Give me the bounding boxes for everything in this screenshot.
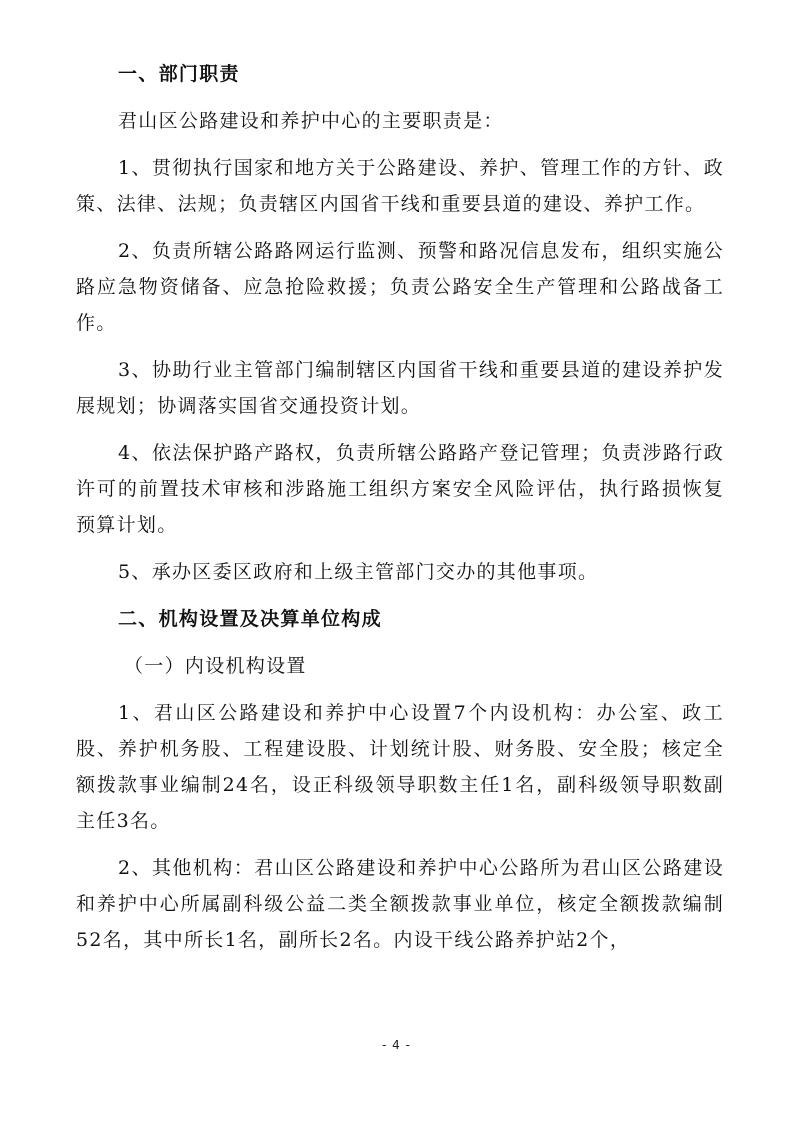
page-number: - 4 -	[382, 1038, 411, 1052]
duty-item-5: 5、承办区委区政府和上级主管部门交办的其他事项。	[118, 561, 599, 583]
document-body	[76, 56, 724, 969]
duty-item-1: 1、贯彻执行国家和地方关于公路建设、养护、管理工作的方针、政策、法律、法规；负责辖区内国省干线和重要县道的建设、养护工作。	[76, 157, 724, 215]
duty-item-3: 3、协助行业主管部门编制辖区内国省干线和重要县道的建设养护发展规划；协调落实国省交通投资计划。	[76, 359, 724, 417]
duties-intro: 君山区公路建设和养护中心的主要职责是：	[118, 110, 504, 132]
duty-item-4: 4、依法保护路产路权，负责所辖公路路产登记管理；负责涉路行政许可的前置技术审核和涉路施工组织方案安全风险评估，执行路损恢复预算计划。	[76, 442, 724, 536]
subsection-heading-internal: （一）内设机构设置	[124, 655, 307, 677]
duty-item-2: 2、负责所辖公路路网运行监测、预警和路况信息发布，组织实施公路应急物资储备、应急抢险救援；负责公路安全生产管理和公路战备工作。	[76, 240, 724, 334]
structure-paragraph-1: 1、君山区公路建设和养护中心设置7个内设机构：办公室、政工股、养护机务股、工程建设股、计划统计股、财务股、安全股；核定全额拨款事业编制24名，设正科级领导职数主任1名，副科级领导职数副主任3名。	[76, 702, 724, 832]
section-heading-structure: 二、机构设置及决算单位构成	[118, 608, 382, 630]
section-heading-duties: 一、部门职责	[118, 63, 240, 85]
structure-paragraph-2: 2、其他机构：君山区公路建设和养护中心公路所为君山区公路建设和养护中心所属副科级公益二类全额拨款事业单位，核定全额拨款编制52名，其中所长1名，副所长2名。内设干线公路养护站2个，	[76, 857, 724, 951]
